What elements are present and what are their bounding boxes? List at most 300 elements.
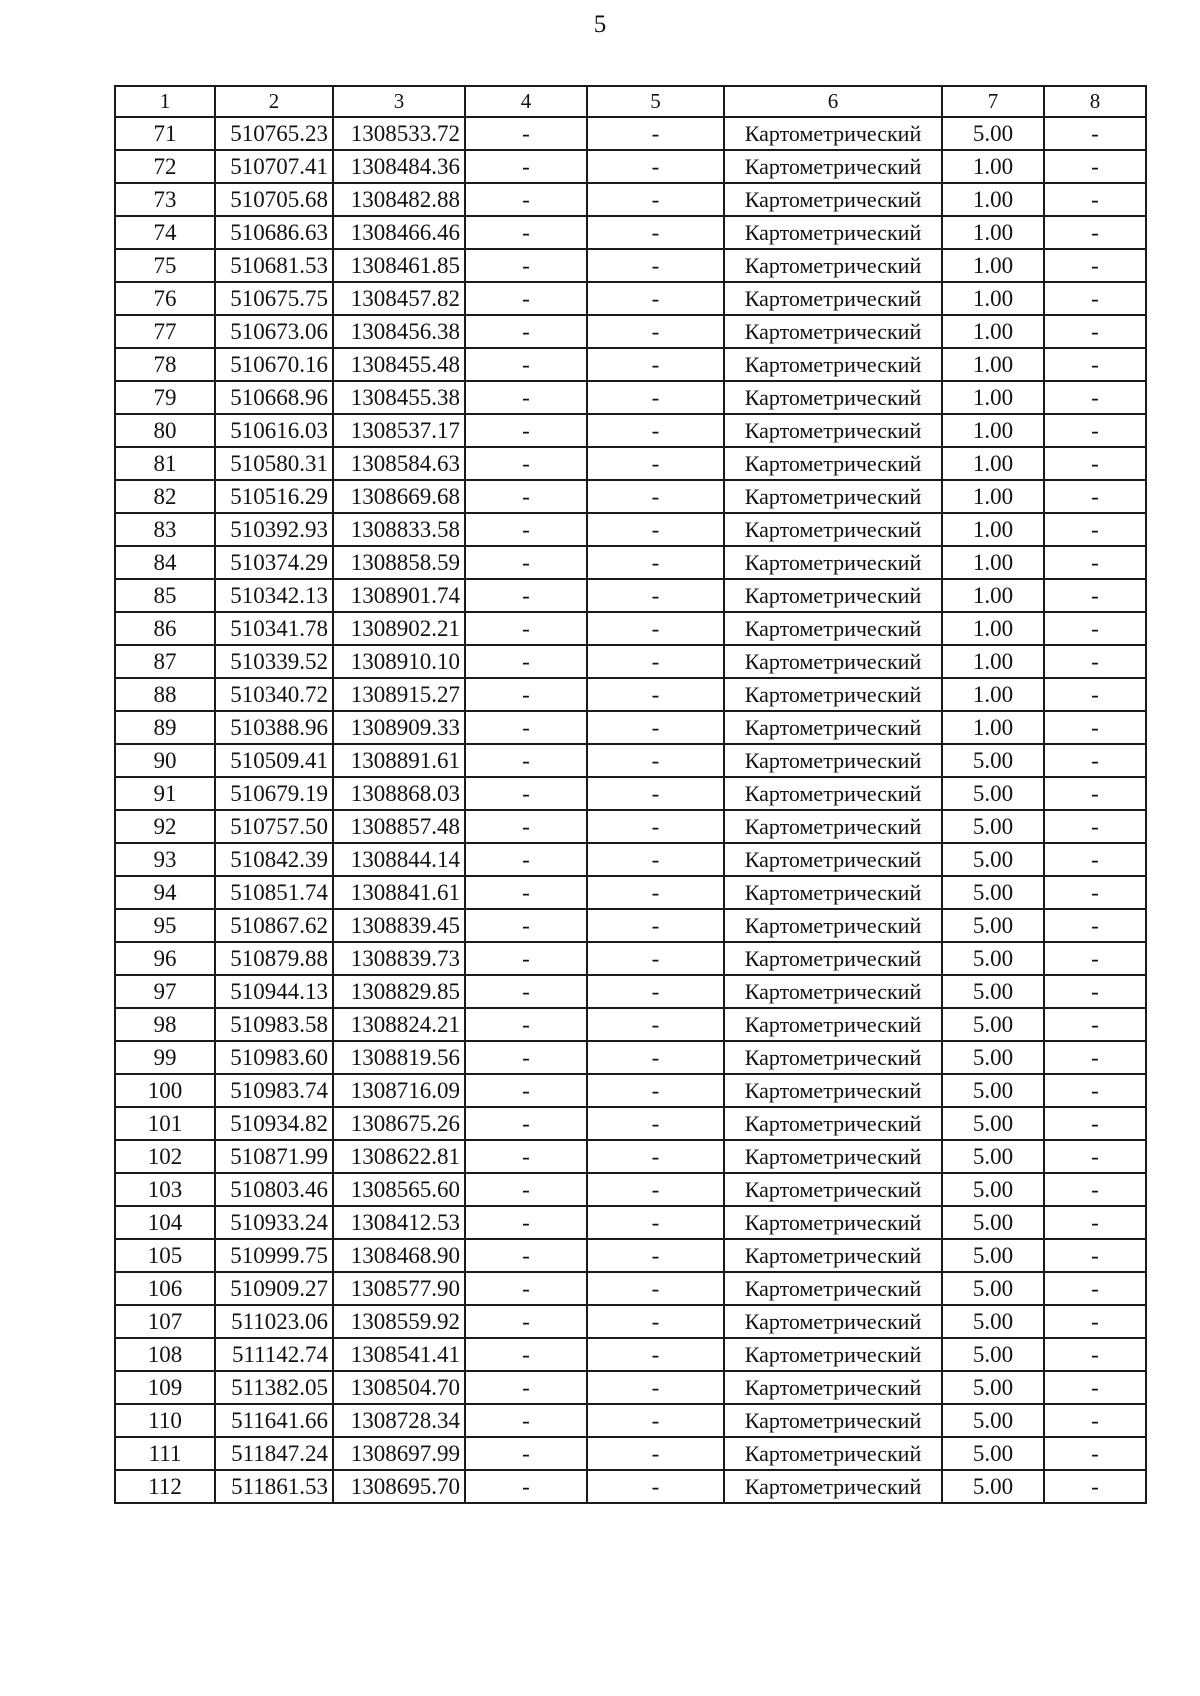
cell-method: Картометрический — [724, 1371, 942, 1404]
cell-y-coordinate: 1308915.27 — [333, 678, 465, 711]
cell-method: Картометрический — [724, 645, 942, 678]
cell-x-coordinate: 510580.31 — [215, 447, 333, 480]
cell-col-4: - — [465, 678, 587, 711]
cell-point-number: 80 — [115, 414, 215, 447]
cell-accuracy: 1.00 — [942, 480, 1044, 513]
cell-col-5: - — [587, 480, 724, 513]
cell-col-8: - — [1044, 216, 1146, 249]
cell-accuracy: 5.00 — [942, 876, 1044, 909]
cell-point-number: 94 — [115, 876, 215, 909]
table-row — [115, 348, 1146, 381]
cell-col-5: - — [587, 810, 724, 843]
cell-method: Картометрический — [724, 1074, 942, 1107]
cell-col-4: - — [465, 1140, 587, 1173]
cell-col-5: - — [587, 414, 724, 447]
cell-point-number: 104 — [115, 1206, 215, 1239]
cell-accuracy: 5.00 — [942, 1338, 1044, 1371]
table-row — [115, 744, 1146, 777]
cell-col-5: - — [587, 645, 724, 678]
cell-col-5: - — [587, 612, 724, 645]
cell-method: Картометрический — [724, 612, 942, 645]
cell-method: Картометрический — [724, 348, 942, 381]
cell-point-number: 111 — [115, 1437, 215, 1470]
cell-x-coordinate: 510681.53 — [215, 249, 333, 282]
cell-col-8: - — [1044, 645, 1146, 678]
cell-point-number: 76 — [115, 282, 215, 315]
cell-y-coordinate: 1308669.68 — [333, 480, 465, 513]
cell-method: Картометрический — [724, 315, 942, 348]
cell-method: Картометрический — [724, 942, 942, 975]
cell-col-8: - — [1044, 546, 1146, 579]
cell-x-coordinate: 510374.29 — [215, 546, 333, 579]
cell-method: Картометрический — [724, 1404, 942, 1437]
cell-col-4: - — [465, 744, 587, 777]
cell-col-4: - — [465, 942, 587, 975]
cell-x-coordinate: 510679.19 — [215, 777, 333, 810]
cell-col-5: - — [587, 1074, 724, 1107]
cell-accuracy: 5.00 — [942, 1239, 1044, 1272]
cell-accuracy: 5.00 — [942, 1470, 1044, 1503]
cell-col-5: - — [587, 1437, 724, 1470]
cell-y-coordinate: 1308839.45 — [333, 909, 465, 942]
table-row — [115, 315, 1146, 348]
cell-accuracy: 1.00 — [942, 447, 1044, 480]
cell-col-5: - — [587, 1173, 724, 1206]
cell-col-5: - — [587, 579, 724, 612]
table-row — [115, 1173, 1146, 1206]
cell-point-number: 93 — [115, 843, 215, 876]
cell-col-5: - — [587, 1272, 724, 1305]
table-row — [115, 876, 1146, 909]
cell-x-coordinate: 510516.29 — [215, 480, 333, 513]
cell-col-4: - — [465, 1239, 587, 1272]
cell-x-coordinate: 511861.53 — [215, 1470, 333, 1503]
cell-col-4: - — [465, 612, 587, 645]
cell-method: Картометрический — [724, 1173, 942, 1206]
cell-col-5: - — [587, 1008, 724, 1041]
table-row — [115, 1305, 1146, 1338]
table-row — [115, 579, 1146, 612]
cell-y-coordinate: 1308902.21 — [333, 612, 465, 645]
cell-y-coordinate: 1308537.17 — [333, 414, 465, 447]
cell-y-coordinate: 1308841.61 — [333, 876, 465, 909]
cell-col-8: - — [1044, 1470, 1146, 1503]
cell-point-number: 71 — [115, 117, 215, 150]
cell-x-coordinate: 510670.16 — [215, 348, 333, 381]
cell-col-4: - — [465, 1173, 587, 1206]
cell-col-5: - — [587, 546, 724, 579]
cell-point-number: 81 — [115, 447, 215, 480]
cell-y-coordinate: 1308695.70 — [333, 1470, 465, 1503]
cell-point-number: 112 — [115, 1470, 215, 1503]
cell-col-5: - — [587, 1041, 724, 1074]
cell-y-coordinate: 1308559.92 — [333, 1305, 465, 1338]
cell-y-coordinate: 1308728.34 — [333, 1404, 465, 1437]
cell-col-5: - — [587, 1140, 724, 1173]
cell-point-number: 72 — [115, 150, 215, 183]
cell-col-5: - — [587, 315, 724, 348]
cell-point-number: 99 — [115, 1041, 215, 1074]
cell-method: Картометрический — [724, 249, 942, 282]
cell-y-coordinate: 1308482.88 — [333, 183, 465, 216]
cell-col-4: - — [465, 315, 587, 348]
table-header-row — [115, 86, 1146, 117]
cell-accuracy: 1.00 — [942, 678, 1044, 711]
cell-method: Картометрический — [724, 777, 942, 810]
cell-point-number: 87 — [115, 645, 215, 678]
cell-accuracy: 1.00 — [942, 381, 1044, 414]
cell-method: Картометрический — [724, 513, 942, 546]
cell-method: Картометрический — [724, 480, 942, 513]
cell-y-coordinate: 1308468.90 — [333, 1239, 465, 1272]
cell-accuracy: 1.00 — [942, 348, 1044, 381]
cell-x-coordinate: 510803.46 — [215, 1173, 333, 1206]
cell-x-coordinate: 510765.23 — [215, 117, 333, 150]
cell-point-number: 108 — [115, 1338, 215, 1371]
cell-x-coordinate: 510616.03 — [215, 414, 333, 447]
table-row — [115, 942, 1146, 975]
cell-y-coordinate: 1308675.26 — [333, 1107, 465, 1140]
table-row — [115, 1437, 1146, 1470]
cell-point-number: 90 — [115, 744, 215, 777]
table-row — [115, 777, 1146, 810]
cell-col-4: - — [465, 1305, 587, 1338]
cell-col-5: - — [587, 447, 724, 480]
cell-method: Картометрический — [724, 447, 942, 480]
cell-col-4: - — [465, 513, 587, 546]
cell-method: Картометрический — [724, 909, 942, 942]
table-row — [115, 1371, 1146, 1404]
cell-accuracy: 5.00 — [942, 117, 1044, 150]
cell-method: Картометрический — [724, 1140, 942, 1173]
cell-col-4: - — [465, 216, 587, 249]
cell-method: Картометрический — [724, 1437, 942, 1470]
cell-col-8: - — [1044, 1140, 1146, 1173]
cell-col-4: - — [465, 1206, 587, 1239]
cell-col-8: - — [1044, 1371, 1146, 1404]
cell-x-coordinate: 510342.13 — [215, 579, 333, 612]
table-row — [115, 612, 1146, 645]
table-row — [115, 249, 1146, 282]
cell-accuracy: 5.00 — [942, 744, 1044, 777]
cell-method: Картометрический — [724, 1041, 942, 1074]
cell-point-number: 86 — [115, 612, 215, 645]
cell-method: Картометрический — [724, 117, 942, 150]
cell-point-number: 97 — [115, 975, 215, 1008]
cell-col-8: - — [1044, 1074, 1146, 1107]
cell-point-number: 100 — [115, 1074, 215, 1107]
cell-col-5: - — [587, 249, 724, 282]
cell-method: Картометрический — [724, 414, 942, 447]
cell-col-4: - — [465, 1371, 587, 1404]
cell-col-5: - — [587, 678, 724, 711]
table-row — [115, 1272, 1146, 1305]
cell-col-4: - — [465, 1404, 587, 1437]
cell-col-4: - — [465, 381, 587, 414]
cell-point-number: 73 — [115, 183, 215, 216]
cell-col-8: - — [1044, 843, 1146, 876]
cell-col-5: - — [587, 909, 724, 942]
cell-y-coordinate: 1308909.33 — [333, 711, 465, 744]
cell-y-coordinate: 1308829.85 — [333, 975, 465, 1008]
cell-y-coordinate: 1308858.59 — [333, 546, 465, 579]
cell-x-coordinate: 510388.96 — [215, 711, 333, 744]
cell-x-coordinate: 511847.24 — [215, 1437, 333, 1470]
cell-point-number: 78 — [115, 348, 215, 381]
table-row — [115, 678, 1146, 711]
cell-x-coordinate: 510340.72 — [215, 678, 333, 711]
cell-col-5: - — [587, 183, 724, 216]
table-row — [115, 1470, 1146, 1503]
table-row — [115, 645, 1146, 678]
cell-col-8: - — [1044, 1404, 1146, 1437]
cell-col-8: - — [1044, 348, 1146, 381]
cell-col-4: - — [465, 1338, 587, 1371]
cell-x-coordinate: 510341.78 — [215, 612, 333, 645]
cell-col-5: - — [587, 1404, 724, 1437]
cell-y-coordinate: 1308839.73 — [333, 942, 465, 975]
cell-col-8: - — [1044, 150, 1146, 183]
cell-point-number: 98 — [115, 1008, 215, 1041]
column-header: 8 — [1044, 86, 1146, 117]
cell-accuracy: 5.00 — [942, 1173, 1044, 1206]
cell-col-5: - — [587, 216, 724, 249]
cell-col-4: - — [465, 1272, 587, 1305]
column-header: 3 — [333, 86, 465, 117]
cell-col-4: - — [465, 711, 587, 744]
cell-col-5: - — [587, 117, 724, 150]
page-number: 5 — [593, 11, 607, 38]
cell-col-8: - — [1044, 1239, 1146, 1272]
cell-col-4: - — [465, 579, 587, 612]
cell-point-number: 105 — [115, 1239, 215, 1272]
cell-accuracy: 5.00 — [942, 1206, 1044, 1239]
cell-y-coordinate: 1308456.38 — [333, 315, 465, 348]
cell-y-coordinate: 1308819.56 — [333, 1041, 465, 1074]
cell-col-8: - — [1044, 744, 1146, 777]
cell-col-8: - — [1044, 876, 1146, 909]
cell-col-4: - — [465, 480, 587, 513]
cell-x-coordinate: 510944.13 — [215, 975, 333, 1008]
cell-x-coordinate: 510999.75 — [215, 1239, 333, 1272]
cell-col-4: - — [465, 1041, 587, 1074]
cell-col-8: - — [1044, 117, 1146, 150]
cell-col-4: - — [465, 414, 587, 447]
cell-accuracy: 1.00 — [942, 150, 1044, 183]
table-row — [115, 1239, 1146, 1272]
cell-col-5: - — [587, 711, 724, 744]
cell-col-8: - — [1044, 414, 1146, 447]
cell-col-4: - — [465, 1008, 587, 1041]
cell-col-8: - — [1044, 282, 1146, 315]
cell-method: Картометрический — [724, 711, 942, 744]
cell-point-number: 109 — [115, 1371, 215, 1404]
table-row — [115, 216, 1146, 249]
cell-col-5: - — [587, 777, 724, 810]
cell-col-5: - — [587, 744, 724, 777]
cell-y-coordinate: 1308504.70 — [333, 1371, 465, 1404]
cell-point-number: 102 — [115, 1140, 215, 1173]
cell-col-5: - — [587, 843, 724, 876]
cell-y-coordinate: 1308716.09 — [333, 1074, 465, 1107]
cell-point-number: 82 — [115, 480, 215, 513]
cell-col-5: - — [587, 1305, 724, 1338]
column-header: 2 — [215, 86, 333, 117]
cell-point-number: 107 — [115, 1305, 215, 1338]
cell-y-coordinate: 1308910.10 — [333, 645, 465, 678]
cell-method: Картометрический — [724, 1008, 942, 1041]
cell-accuracy: 5.00 — [942, 1140, 1044, 1173]
cell-col-4: - — [465, 150, 587, 183]
table-row — [115, 282, 1146, 315]
cell-col-5: - — [587, 150, 724, 183]
cell-method: Картометрический — [724, 1272, 942, 1305]
cell-y-coordinate: 1308622.81 — [333, 1140, 465, 1173]
cell-accuracy: 1.00 — [942, 612, 1044, 645]
cell-accuracy: 1.00 — [942, 513, 1044, 546]
cell-y-coordinate: 1308584.63 — [333, 447, 465, 480]
cell-point-number: 77 — [115, 315, 215, 348]
cell-x-coordinate: 510933.24 — [215, 1206, 333, 1239]
cell-x-coordinate: 510879.88 — [215, 942, 333, 975]
table-row — [115, 150, 1146, 183]
cell-x-coordinate: 510842.39 — [215, 843, 333, 876]
cell-col-8: - — [1044, 975, 1146, 1008]
cell-accuracy: 5.00 — [942, 777, 1044, 810]
cell-y-coordinate: 1308857.48 — [333, 810, 465, 843]
cell-col-8: - — [1044, 1008, 1146, 1041]
cell-y-coordinate: 1308577.90 — [333, 1272, 465, 1305]
cell-col-8: - — [1044, 777, 1146, 810]
cell-x-coordinate: 510909.27 — [215, 1272, 333, 1305]
cell-point-number: 83 — [115, 513, 215, 546]
cell-accuracy: 5.00 — [942, 942, 1044, 975]
column-header: 7 — [942, 86, 1044, 117]
cell-col-8: - — [1044, 678, 1146, 711]
table-row — [115, 1008, 1146, 1041]
table-row — [115, 381, 1146, 414]
cell-x-coordinate: 511023.06 — [215, 1305, 333, 1338]
cell-col-8: - — [1044, 513, 1146, 546]
table-row — [115, 1107, 1146, 1140]
cell-col-5: - — [587, 1338, 724, 1371]
cell-col-5: - — [587, 942, 724, 975]
cell-col-4: - — [465, 183, 587, 216]
cell-x-coordinate: 510983.60 — [215, 1041, 333, 1074]
table-row — [115, 975, 1146, 1008]
cell-x-coordinate: 510707.41 — [215, 150, 333, 183]
cell-x-coordinate: 510686.63 — [215, 216, 333, 249]
cell-accuracy: 1.00 — [942, 315, 1044, 348]
cell-method: Картометрический — [724, 876, 942, 909]
cell-method: Картометрический — [724, 579, 942, 612]
cell-col-8: - — [1044, 1437, 1146, 1470]
table-row — [115, 414, 1146, 447]
cell-col-8: - — [1044, 711, 1146, 744]
cell-col-4: - — [465, 1107, 587, 1140]
table-row — [115, 909, 1146, 942]
cell-method: Картометрический — [724, 1338, 942, 1371]
cell-accuracy: 1.00 — [942, 216, 1044, 249]
cell-y-coordinate: 1308466.46 — [333, 216, 465, 249]
cell-col-8: - — [1044, 249, 1146, 282]
cell-x-coordinate: 510934.82 — [215, 1107, 333, 1140]
cell-accuracy: 5.00 — [942, 1272, 1044, 1305]
cell-col-8: - — [1044, 1206, 1146, 1239]
cell-accuracy: 5.00 — [942, 1371, 1044, 1404]
cell-col-4: - — [465, 843, 587, 876]
cell-x-coordinate: 510983.74 — [215, 1074, 333, 1107]
cell-col-4: - — [465, 975, 587, 1008]
cell-point-number: 85 — [115, 579, 215, 612]
cell-accuracy: 1.00 — [942, 546, 1044, 579]
cell-accuracy: 5.00 — [942, 1404, 1044, 1437]
cell-point-number: 74 — [115, 216, 215, 249]
cell-x-coordinate: 510675.75 — [215, 282, 333, 315]
cell-accuracy: 5.00 — [942, 1008, 1044, 1041]
cell-method: Картометрический — [724, 678, 942, 711]
cell-point-number: 106 — [115, 1272, 215, 1305]
cell-col-5: - — [587, 381, 724, 414]
cell-col-8: - — [1044, 1272, 1146, 1305]
cell-point-number: 88 — [115, 678, 215, 711]
coordinates-table — [114, 85, 1147, 1504]
table-row — [115, 1140, 1146, 1173]
cell-method: Картометрический — [724, 843, 942, 876]
cell-col-4: - — [465, 645, 587, 678]
cell-accuracy: 1.00 — [942, 282, 1044, 315]
table-row — [115, 1206, 1146, 1239]
cell-y-coordinate: 1308541.41 — [333, 1338, 465, 1371]
table-row — [115, 711, 1146, 744]
cell-method: Картометрический — [724, 546, 942, 579]
cell-accuracy: 5.00 — [942, 975, 1044, 1008]
cell-x-coordinate: 510339.52 — [215, 645, 333, 678]
cell-accuracy: 5.00 — [942, 1074, 1044, 1107]
cell-col-8: - — [1044, 381, 1146, 414]
cell-col-8: - — [1044, 1305, 1146, 1338]
cell-y-coordinate: 1308697.99 — [333, 1437, 465, 1470]
cell-col-8: - — [1044, 579, 1146, 612]
cell-col-4: - — [465, 909, 587, 942]
cell-col-8: - — [1044, 942, 1146, 975]
column-header: 6 — [724, 86, 942, 117]
cell-col-4: - — [465, 546, 587, 579]
cell-point-number: 92 — [115, 810, 215, 843]
table-row — [115, 447, 1146, 480]
cell-x-coordinate: 510705.68 — [215, 183, 333, 216]
cell-col-4: - — [465, 348, 587, 381]
cell-point-number: 96 — [115, 942, 215, 975]
cell-x-coordinate: 510509.41 — [215, 744, 333, 777]
cell-col-4: - — [465, 777, 587, 810]
cell-col-8: - — [1044, 612, 1146, 645]
cell-col-8: - — [1044, 315, 1146, 348]
cell-col-8: - — [1044, 1338, 1146, 1371]
cell-col-4: - — [465, 810, 587, 843]
cell-x-coordinate: 511142.74 — [215, 1338, 333, 1371]
cell-x-coordinate: 510668.96 — [215, 381, 333, 414]
table-row — [115, 1404, 1146, 1437]
cell-col-5: - — [587, 1206, 724, 1239]
cell-accuracy: 1.00 — [942, 579, 1044, 612]
cell-col-5: - — [587, 348, 724, 381]
cell-accuracy: 1.00 — [942, 183, 1044, 216]
cell-col-4: - — [465, 1074, 587, 1107]
table-row — [115, 1041, 1146, 1074]
cell-col-8: - — [1044, 810, 1146, 843]
cell-point-number: 101 — [115, 1107, 215, 1140]
